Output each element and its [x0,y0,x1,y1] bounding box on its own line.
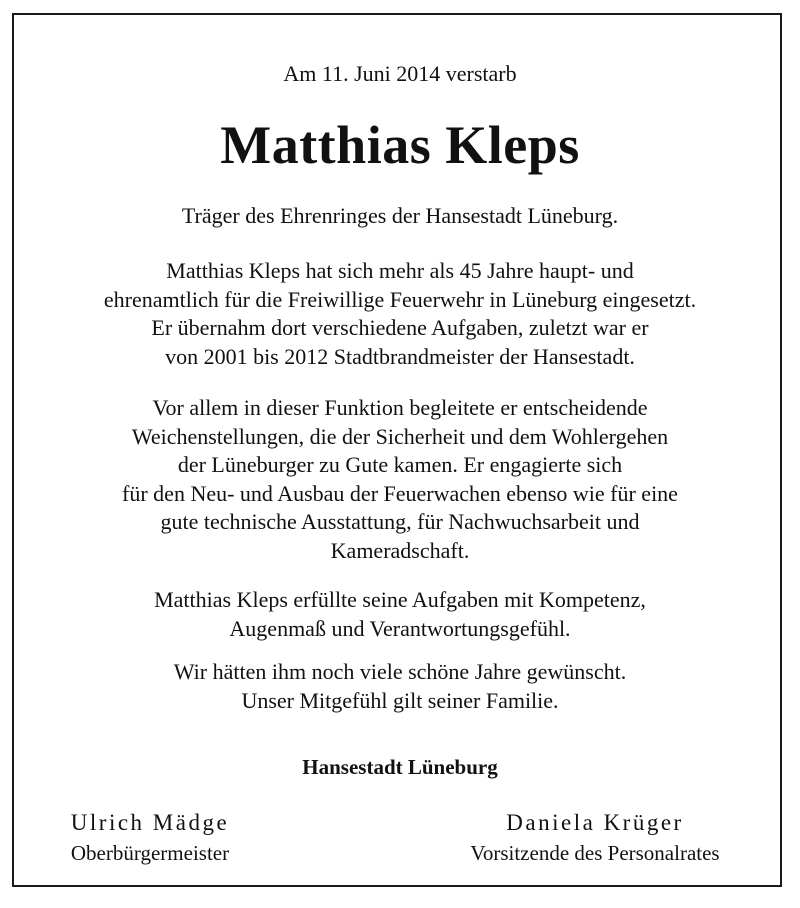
death-date-intro: Am 11. Juni 2014 verstarb [283,61,517,86]
signatory-role: Oberbürgermeister [70,841,230,865]
paragraph-line: für den Neu- und Ausbau der Feuerwachen ebenso wie für eine [122,480,678,506]
paragraph-qualities [20,586,780,643]
paragraph-line: Augenmaß und Verantwortungsgefühl. [229,615,571,641]
paragraph-service [20,257,780,371]
paragraph-line: der Lüneburger zu Gute kamen. Er engagierte sich [177,452,623,477]
paragraph-line: Unser Mitgefühl gilt seiner Familie. [241,687,559,713]
signatory-name: Ulrich Mädge [70,810,230,835]
signatory-right [420,808,770,868]
paragraph-condolence [20,658,780,715]
paragraph-line: Weichenstellungen, die der Sicherheit und dem Wohlergehen [131,423,669,449]
paragraph-line: von 2001 bis 2012 Stadtbrandmeister der Hansestadt. [165,343,635,369]
signatory-role: Vorsitzende des Personalrates [470,841,720,865]
signatory-left [30,808,270,868]
deceased-name: Matthias Kleps [220,115,580,175]
signatory-name: Daniela Krüger [506,810,684,835]
paragraph-line: ehrenamtlich für die Freiwillige Feuerwehr in Lüneburg eingesetzt. [103,286,697,312]
paragraph-achievements [20,394,780,565]
paragraph-line: Matthias Kleps hat sich mehr als 45 Jahre haupt- und [166,258,634,283]
paragraph-line: Vor allem in dieser Funktion begleitete er entscheidende [152,395,648,420]
paragraph-line: Wir hätten ihm noch viele schöne Jahre gewünscht. [173,659,627,684]
paragraph-line: Er übernahm dort verschiedene Aufgaben, zuletzt war er [151,315,649,340]
organization-name: Hansestadt Lüneburg [302,755,498,779]
paragraph-line: Kameradschaft. [330,537,470,563]
paragraph-line: Matthias Kleps erfüllte seine Aufgaben mit Kompetenz, [154,587,646,612]
honor-subtitle: Träger des Ehrenringes der Hansestadt Lüneburg. [181,203,619,228]
paragraph-line: gute technische Ausstattung, für Nachwuchsarbeit und [160,509,640,534]
